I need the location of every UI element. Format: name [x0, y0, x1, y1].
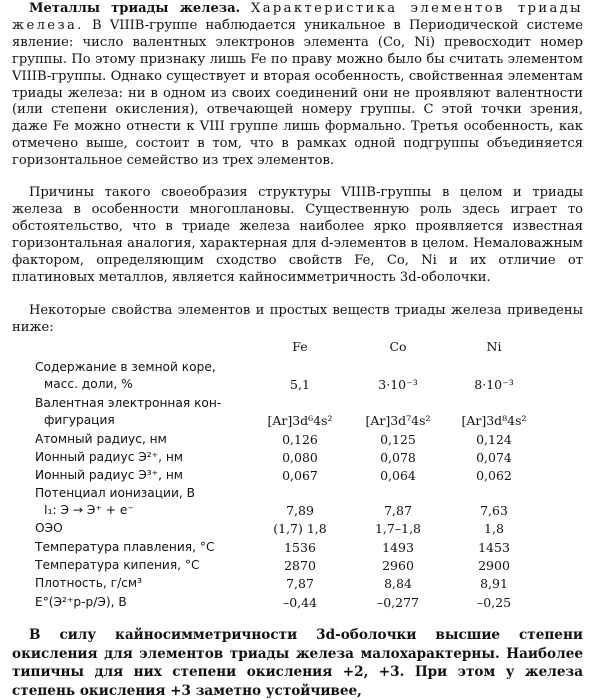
cell-ni: 7,63 — [480, 503, 508, 518]
cell-fe: –0,44 — [282, 595, 318, 610]
cell-ni: 0,062 — [476, 468, 512, 483]
row-label: Ионный радиус Э²⁺, нм — [35, 450, 184, 464]
cell-fe: 2870 — [284, 558, 316, 573]
cell-ni: 8·10⁻³ — [474, 377, 514, 392]
oxidation-states-paragraph: В силу кайносимметричности 3d-оболочки высшие степени окисления для элементов триады железа малохарактерны. Наиболее типичны для них степени окисления +2, +3. При этом у железа степень окисления +3 заметно устойчивее, — [12, 627, 583, 699]
cell-fe: 7,87 — [286, 576, 314, 591]
row-label: E°(Э²⁺p-p/Э), В — [35, 595, 127, 609]
section-title: Металлы триады железа. — [29, 1, 241, 16]
cell-co: 0,078 — [380, 450, 416, 465]
cell-ni: 8,91 — [480, 576, 508, 591]
row-label: Температура кипения, °C — [35, 558, 200, 572]
cell-fe: 0,067 — [282, 468, 318, 483]
cell-fe: 5,1 — [290, 377, 310, 392]
cell-ni: 1,8 — [484, 521, 504, 536]
cell-co: 3·10⁻³ — [378, 377, 418, 392]
column-header-ni: Ni — [486, 339, 502, 354]
row-label: Содержание в земной коре, масс. доли, % — [35, 360, 216, 391]
cell-co: 7,87 — [384, 503, 412, 518]
cell-fe: 0,126 — [282, 432, 318, 447]
intro-body: В VIIIB-группе наблюдается уникальное в Периодической системе явление: число валентных электронов элемента (Co, Ni) превосходит номер группы. По этому признаку лишь Fe по праву можно было бы считать элементом VIIIB-группы. Однако существует и вторая особенность, свойственная элементам триады железа: ни в одном из своих соединений они не проявляют валентности (или степени окисления), отвечающей номеру группы. С этой точки зрения, даже Fe можно отнести к VIII группе лишь формально. Третья особенность, как отмечено выше, состоит в том, что в рамках одной подгруппы объединяется горизонтальное семейство из трех элементов. — [12, 17, 583, 169]
row-label: Атомный радиус, нм — [35, 432, 167, 446]
cell-ni: –0,25 — [476, 595, 512, 610]
cell-co: 0,125 — [380, 432, 416, 447]
causes-paragraph: Причины такого своеобразия структуры VIIIB-группы в целом и триады железа в особенности многоплановы. Существенную роль здесь играет то обстоятельство, что в триаде железа наиболее ярко проявляется известная горизонтальная аналогия, характерная для d-элементов в целом. Немаловажным фактором, определяющим сходство свойств Fe, Co, Ni и их отличие от платиновых металлов, является кайносимметричность 3d-оболочки. — [12, 185, 583, 285]
cell-co: –0,277 — [376, 595, 420, 610]
row-label: ОЭО — [35, 521, 63, 535]
cell-fe: 7,89 — [286, 503, 314, 518]
column-header-co: Co — [389, 339, 407, 354]
row-label: Валентная электронная кон- фигурация — [35, 396, 222, 427]
column-header-fe: Fe — [292, 339, 308, 354]
cell-ni: 0,124 — [476, 432, 512, 447]
cell-fe: 0,080 — [282, 450, 318, 465]
cell-co: 8,84 — [384, 576, 412, 591]
cell-fe: [Ar]3d⁶4s² — [267, 413, 333, 428]
cell-co: 0,064 — [380, 468, 416, 483]
cell-ni: 2900 — [478, 558, 510, 573]
properties-intro-paragraph: Некоторые свойства элементов и простых веществ триады железа приведены ниже: — [12, 303, 583, 335]
cell-co: [Ar]3d⁷4s² — [365, 413, 431, 428]
cell-ni: 1453 — [478, 540, 510, 555]
intro-paragraph — [12, 1, 583, 170]
cell-co: 1,7–1,8 — [374, 521, 421, 536]
row-label: Ионный радиус Э³⁺, нм — [35, 468, 184, 482]
cell-co: 1493 — [382, 540, 414, 555]
cell-fe: (1,7) 1,8 — [273, 521, 327, 536]
row-label: Потенциал ионизации, В I₁: Э → Э⁺ + e⁻ — [35, 486, 195, 517]
cell-fe: 1536 — [284, 540, 316, 555]
row-label: Температура плавления, °C — [35, 540, 215, 554]
row-label: Плотность, г/см³ — [35, 576, 142, 590]
cell-ni: [Ar]3d⁸4s² — [461, 413, 527, 428]
cell-ni: 0,074 — [476, 450, 512, 465]
section-subtitle: Характеристика элементов триады железа. — [12, 1, 584, 33]
cell-co: 2960 — [382, 558, 414, 573]
